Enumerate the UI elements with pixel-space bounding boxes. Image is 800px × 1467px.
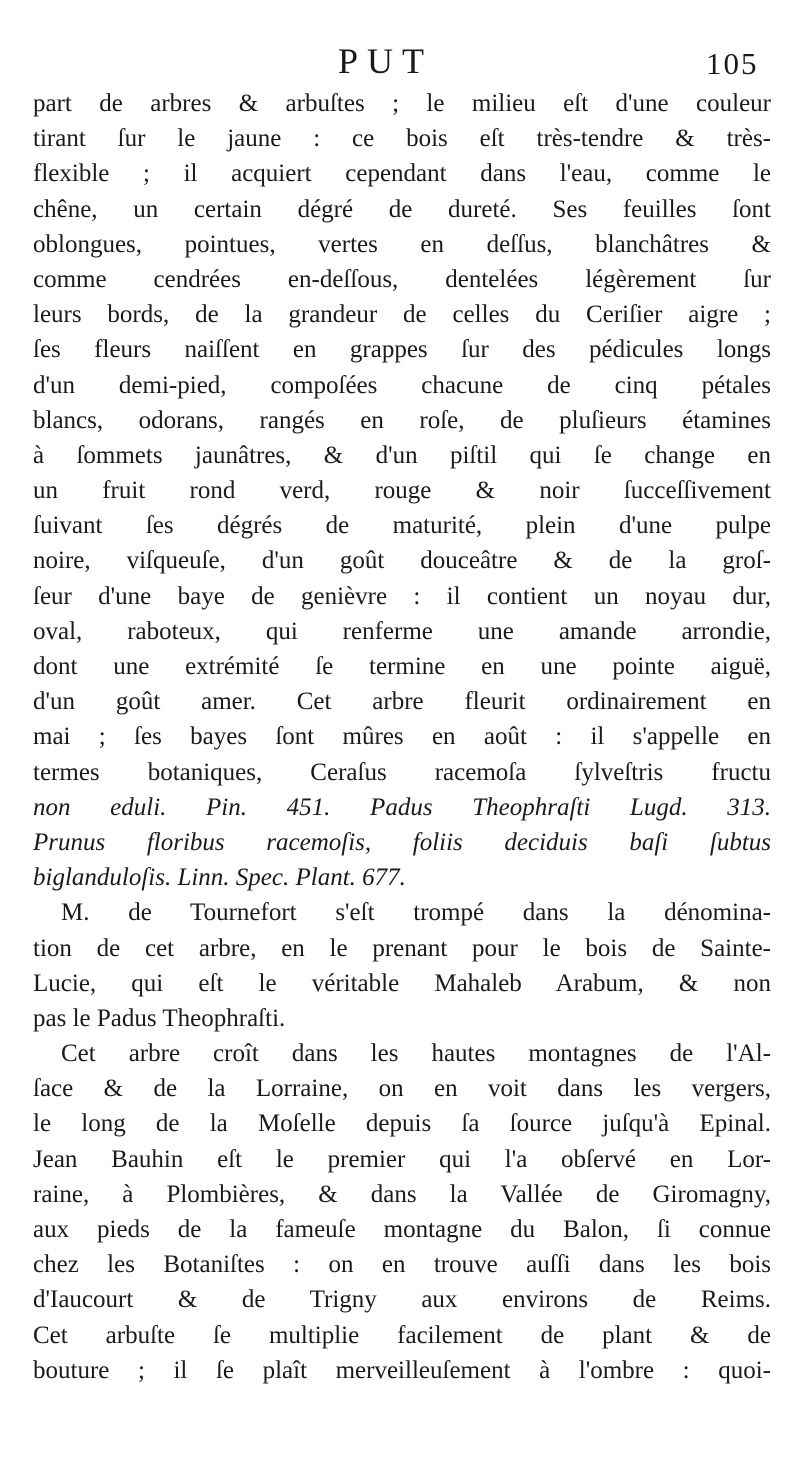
text-line: part de arbres & arbuſtes ; le milieu eſt d'une couleur bbox=[33, 90, 771, 117]
text-line: Cet arbuſte ſe multiplie facilement de plant & de bbox=[33, 1321, 771, 1349]
text-line: tirant ſur le jaune : ce bois eſt très-tendre & très- bbox=[33, 125, 771, 153]
text-line: Jean Bauhin eſt le premier qui l'a obſervé en Lor- bbox=[33, 1145, 771, 1173]
text-line: d'un demi-pied, compoſées chacune de cinq pétales bbox=[33, 371, 771, 399]
text-line: Lucie, qui eſt le véritable Mahaleb Arabum, & non bbox=[33, 969, 771, 997]
text-line: biglanduloſis. Linn. Spec. Plant. 677. bbox=[33, 864, 406, 892]
text-line: flexible ; il acquiert cependant dans l'eau, comme le bbox=[33, 160, 771, 188]
text-line: ſace & de la Lorraine, on en voit dans les vergers, bbox=[33, 1075, 771, 1103]
text-line: d'Iaucourt & de Trigny aux environs de Reims. bbox=[33, 1286, 771, 1314]
text-line: tion de cet arbre, en le prenant pour le bois de Sainte- bbox=[33, 934, 771, 962]
body-text bbox=[33, 86, 771, 1388]
text-line: bouture ; il ſe plaît merveilleuſement à l'ombre : quoi- bbox=[33, 1356, 771, 1384]
text-line: un fruit rond verd, rouge & noir ſucceſſivement bbox=[33, 477, 771, 505]
text-line: oblongues, pointues, vertes en deſſus, blanchâtres & bbox=[33, 230, 771, 258]
text-line: chez les Botaniſtes : on en trouve auſſi dans les bois bbox=[33, 1251, 771, 1279]
text-line: à ſommets jaunâtres, & d'un piſtil qui ſe change en bbox=[33, 441, 771, 469]
text-line: ſeur d'une baye de genièvre : il contient un noyau dur, bbox=[33, 582, 771, 610]
text-line: Prunus floribus racemoſis, foliis deciduis baſi ſubtus bbox=[33, 828, 771, 856]
text-line: noire, viſqueuſe, d'un goût douceâtre & de la groſ- bbox=[33, 547, 771, 575]
text-line: non eduli. Pin. 451. Padus Theophraſti Lugd. 313. bbox=[33, 793, 771, 821]
text-line: blancs, odorans, rangés en roſe, de pluſieurs étamines bbox=[33, 406, 771, 434]
running-head-title: PUT bbox=[338, 41, 434, 81]
text-line: le long de la Moſelle depuis ſa ſource juſqu'à Epinal. bbox=[33, 1110, 771, 1138]
text-line: ſuivant ſes dégrés de maturité, plein d'une pulpe bbox=[33, 512, 771, 540]
text-line: oval, raboteux, qui renferme une amande arrondie, bbox=[33, 617, 771, 645]
text-line: ſes fleurs naiſſent en grappes ſur des pédicules longs bbox=[33, 336, 771, 364]
text-line: aux pieds de la fameuſe montagne du Balon, ſi connue bbox=[33, 1216, 771, 1243]
text-line: leurs bords, de la grandeur de celles du Ceriſier aigre ; bbox=[33, 301, 771, 329]
text-line: Cet arbre croît dans les hautes montagnes de l'Al- bbox=[61, 1040, 771, 1068]
text-line: mai ; ſes bayes ſont mûres en août : il s'appelle en bbox=[33, 723, 771, 751]
text-line: d'un goût amer. Cet arbre fleurit ordinairement en bbox=[33, 688, 771, 716]
text-line: M. de Tournefort s'eſt trompé dans la dénomina- bbox=[61, 899, 771, 927]
text-line: comme cendrées en-deſſous, dentelées légèrement ſur bbox=[33, 265, 771, 293]
text-line: termes botaniques, Ceraſus racemoſa ſylveſtris fructu bbox=[33, 758, 771, 786]
text-line: chêne, un certain dégré de dureté. Ses feuilles ſont bbox=[33, 195, 771, 223]
running-head bbox=[0, 40, 800, 90]
page-number: 105 bbox=[706, 46, 759, 81]
text-line: pas le Padus Theophraſti. bbox=[33, 1004, 286, 1032]
text-line: raine, à Plombières, & dans la Vallée de Giromagny, bbox=[33, 1180, 771, 1208]
text-line: dont une extrémité ſe termine en une pointe aiguë, bbox=[33, 653, 771, 680]
